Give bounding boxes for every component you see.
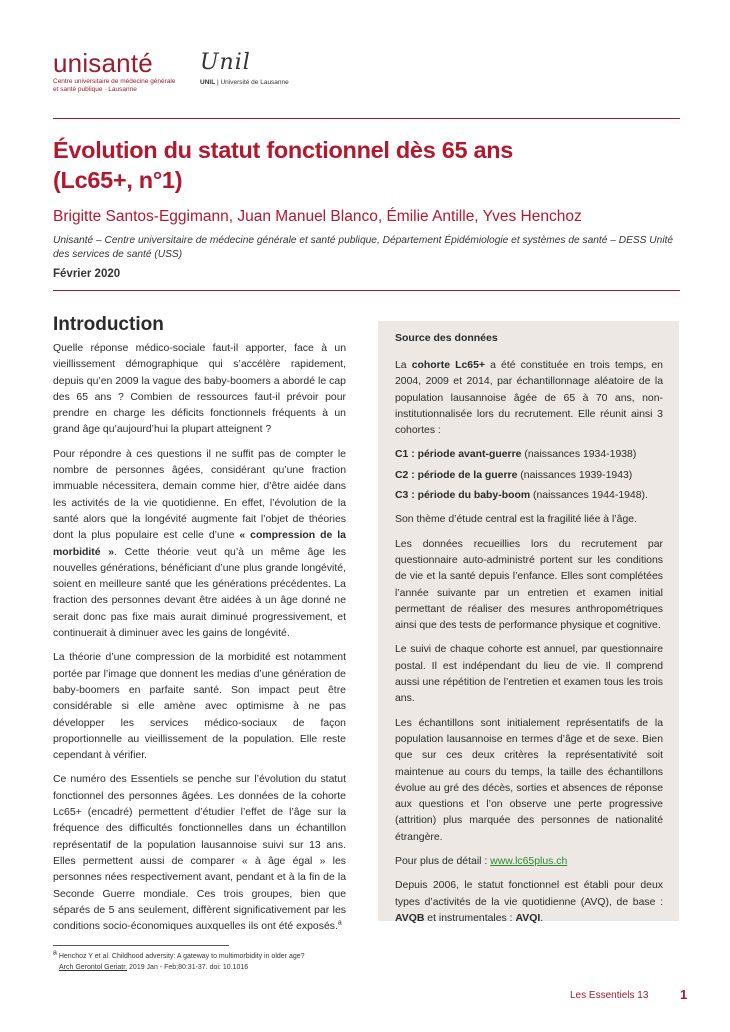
document-title [53, 135, 673, 195]
intro-paragraph: Quelle réponse médico-sociale faut-il apporter, face à un vieillissement démographique qui s’accélère rapidement, depuis qu’en 2009 la vague des baby-boomers a abordé le cap des 65 ans ? Combien de ressources faut-il prévoir pour prendre en charge les déficits fonctionnels fréquents à un grand âge qu’aujourd’hui la plupart atteignent ? [53, 343, 346, 436]
section-heading-introduction: Introduction [53, 314, 164, 335]
cohort-label: C1 : période avant-guerre [395, 449, 522, 461]
box-text: La [395, 360, 412, 371]
cohort-label: C3 : période du baby-boom [395, 490, 531, 502]
box-paragraph [395, 878, 663, 927]
footnote-text: 2019 Jan - Feb;80:31-37. doi: 10.1016 [127, 963, 249, 971]
box-paragraph [395, 358, 663, 439]
cohort-c3 [395, 488, 663, 504]
unil-sub-bold: UNIL [200, 79, 216, 86]
title-line-2: (Lc65+, n°1) [53, 167, 183, 193]
box-emphasis: AVQB [395, 912, 425, 924]
cohort-text: (naissances 1944-1948). [530, 490, 648, 502]
intro-paragraph: La théorie d’une compression de la morbidité est notamment portée par l’image que donnent les medias d’une génération de baby-boomers en parfaite santé. Son impact peut être considérable si elle amène avec optimisme à ne pas développer les services médico-sociaux de façon proportionnelle au vieillissement de la population. Elle reste cependant à vérifier. [53, 652, 346, 762]
box-emphasis: AVQI [515, 912, 541, 924]
footnote-reference[interactable]: a [337, 919, 342, 927]
unisante-logo: unisanté [53, 48, 153, 78]
box-paragraph [395, 854, 663, 870]
intro-text: Pour répondre à ces questions il ne suffit pas de compter le nombre de personnes âgées, considérant qu’une fraction immuable nécessitera, demain comme hier, d’être aidée dans les activités de la vie quotidienne. En effet, l’évolution de la santé alors que la longévité augmente fait l’objet de théories dont la plus populaire est celle d’une [53, 448, 346, 542]
intro-paragraph [53, 447, 346, 643]
publication-date: Février 2020 [53, 268, 121, 280]
box-text: Depuis 2006, le statut fonctionnel est établi pour deux types d’activités de la vie quotidienne (AVQ), de base : [395, 880, 663, 908]
unil-logo-subtitle [200, 79, 289, 86]
source-box-title: Source des données [395, 332, 498, 344]
cohort-c2 [395, 468, 663, 484]
authors: Brigitte Santos-Eggimann, Juan Manuel Blanco, Émilie Antille, Yves Henchoz [53, 208, 582, 225]
intro-text: . Cette théorie veut qu’à un même âge les nouvelles générations, bénéficiant d’une plus grande longévité, soient en meilleure santé que les générations précédentes. La fraction des personnes devant être aidées à un âge donné ne serait donc pas fixe mais aurait diminué progressivement, et continuerait à diminuer avec les gains de longévité. [53, 546, 346, 640]
box-text: et instrumentales : [424, 912, 516, 924]
unil-logo: Unil [200, 50, 251, 75]
box-text: a été constituée en trois temps, en 2004, 2009 et 2014, par échantillonnage aléatoire de la population lausannoise âgée de 65 à 70 ans, non-institutionnalisée lors du recrutement. Elle réunit ainsi 3 cohortes : [395, 360, 663, 437]
box-paragraph: Son thème d’étude central est la fragilité liée à l’âge. [395, 514, 637, 526]
cohort-c1 [395, 447, 663, 463]
series-label: Les Essentiels 13 [570, 990, 649, 1001]
header-divider [53, 118, 680, 119]
page-number: 1 [680, 987, 688, 1002]
box-paragraph: Le suivi de chaque cohorte est annuel, par questionnaire postal. Il est indépendant du lieu de vie. Il comprend aussi une répétition de l’entretien et examen tous les trois ans. [395, 644, 663, 705]
date-divider [53, 290, 680, 291]
lc65plus-link[interactable]: www.lc65plus.ch [490, 856, 568, 868]
unisante-sub-line2: et santé publique · Lausanne [53, 86, 137, 93]
intro-paragraph [53, 772, 346, 935]
introduction-body [53, 341, 346, 943]
affiliation: Unisanté – Centre universitaire de médecine générale et santé publique, Département Épidémiologie et systèmes de santé – DESS Unité des services de santé (USS) [53, 235, 674, 260]
cohort-text: (naissances 1934-1938) [521, 449, 637, 461]
footnote-divider [53, 945, 229, 946]
footnote-journal: Arch Gerontol Geriatr. [59, 963, 128, 971]
intro-emphasis: « compression de la morbidité » [53, 530, 346, 558]
box-text: Pour plus de détail : [395, 856, 491, 868]
footnote [53, 949, 383, 973]
footnote-marker: a [53, 949, 57, 957]
cohort-text: (naissances 1939-1943) [517, 469, 633, 481]
box-emphasis: cohorte Lc65+ [411, 360, 486, 371]
title-line-1: Évolution du statut fonctionnel dès 65 ans [53, 137, 514, 163]
unisante-logo-subtitle [53, 78, 203, 94]
cohort-label: C2 : période de la guerre [395, 469, 518, 481]
box-paragraph: Les échantillons sont initialement représentatifs de la population lausannoise en termes d’âge et de sexe. Bien que sur ces deux critères la représentativité soit maintenue au cours du temps, la taille des échantillons évolue au gré des décès, sorties et absences de réponse aux questions et l’on observe une perte progressive (attrition) plus marquée des personnes de nationalité étrangère. [395, 717, 663, 843]
box-text: . [540, 912, 544, 924]
source-box-content [395, 332, 663, 935]
box-paragraph: Les données recueillies lors du recrutement par questionnaire auto-administré portent sur les conditions de vie et la santé depuis l’enfance. Elles sont complétées l’année suivante par un entretien et examen initial permettant de réaliser des mesures anthropométriques ainsi que des tests de performance physique et cognitive. [395, 538, 663, 632]
footnote-text: Henchoz Y et al. Childhood adversity: A gateway to multimorbidity in older age? [56, 953, 305, 960]
unisante-sub-line1: Centre universitaire de médecine générale [53, 78, 176, 85]
intro-text: Ce numéro des Essentiels se penche sur l’évolution du statut fonctionnel des personnes âgées. Les données de la cohorte Lc65+ (encadré) permettent d’étudier l’effet de l’âge sur la fréquence des difficultés fonctionnelles dans un échantillon représentatif de la population lausannoise suivi sur 13 ans. Elles permettent aussi de comparer « à âge égal » les personnes nées respectivement avant, pendant et à la fin de la Seconde Guerre mondiale. Ces trois groupes, bien que séparés de 5 ans seulement, diffèrent significativement par les conditions socio-économiques auxquelles ils ont été exposés. [53, 774, 346, 933]
unil-sub-text: | Université de Lausanne [215, 79, 289, 86]
